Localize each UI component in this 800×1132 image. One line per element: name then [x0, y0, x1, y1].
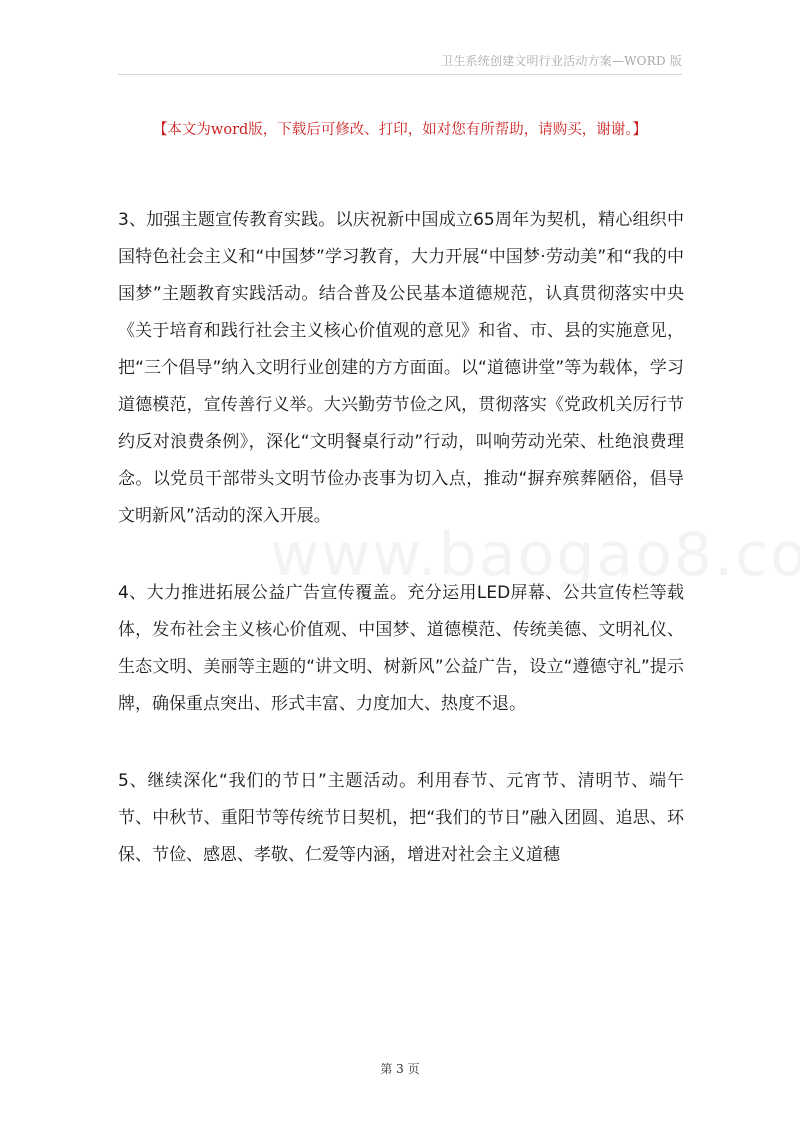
purchase-notice: 【本文为word版，下载后可修改、打印，如对您有所帮助，请购买，谢谢。】 — [152, 122, 648, 138]
paragraph-5: 5、继续深化“我们的节日”主题活动。利用春节、元宵节、清明节、端午节、中秋节、重阳节等传统节日契机，把“我们的节日”融入团圆、追思、环保、节俭、感恩、孝敬、仁爱等内涵，增进对社会主义道穗 — [118, 771, 684, 865]
document-body — [118, 202, 684, 914]
paragraph-3: 3、加强主题宣传教育实践。以庆祝新中国成立65周年为契机，精心组织中国特色社会主义和“中国梦”学习教育，大力开展“中国梦·劳动美”和“我的中国梦”主题教育实践活动。结合普及公民基本道德规范，认真贯彻落实中央《关于培育和践行社会主义核心价值观的意见》和省、市、县的实施意见，把“三个倡导”纳入文明行业创建的方方面面。以“道德讲堂”等为载体，学习道德模范，宣传善行义举。大兴勤劳节俭之风，贯彻落实《党政机关厉行节约反对浪费条例》，深化“文明餐桌行动”行动，叫响劳动光荣、杜绝浪费理念。以党员干部带头文明节俭办丧事为切入点，推动“摒弃殡葬陋俗，倡导文明新风”活动的深入开展。 — [118, 210, 684, 526]
header-title: 卫生系统创建文明行业活动方案—WORD 版 — [441, 54, 682, 68]
page-number: 第 3 页 — [380, 1062, 420, 1076]
paragraph-4: 4、大力推进拓展公益广告宣传覆盖。充分运用LED屏幕、公共宣传栏等载体，发布社会主义核心价值观、中国梦、道德模范、传统美德、文明礼仪、生态文明、美丽等主题的“讲文明、树新风”公益广告，设立“遵德守礼”提示牌，确保重点突出、形式丰富、力度加大、热度不退。 — [118, 583, 684, 714]
header-divider — [118, 74, 682, 75]
